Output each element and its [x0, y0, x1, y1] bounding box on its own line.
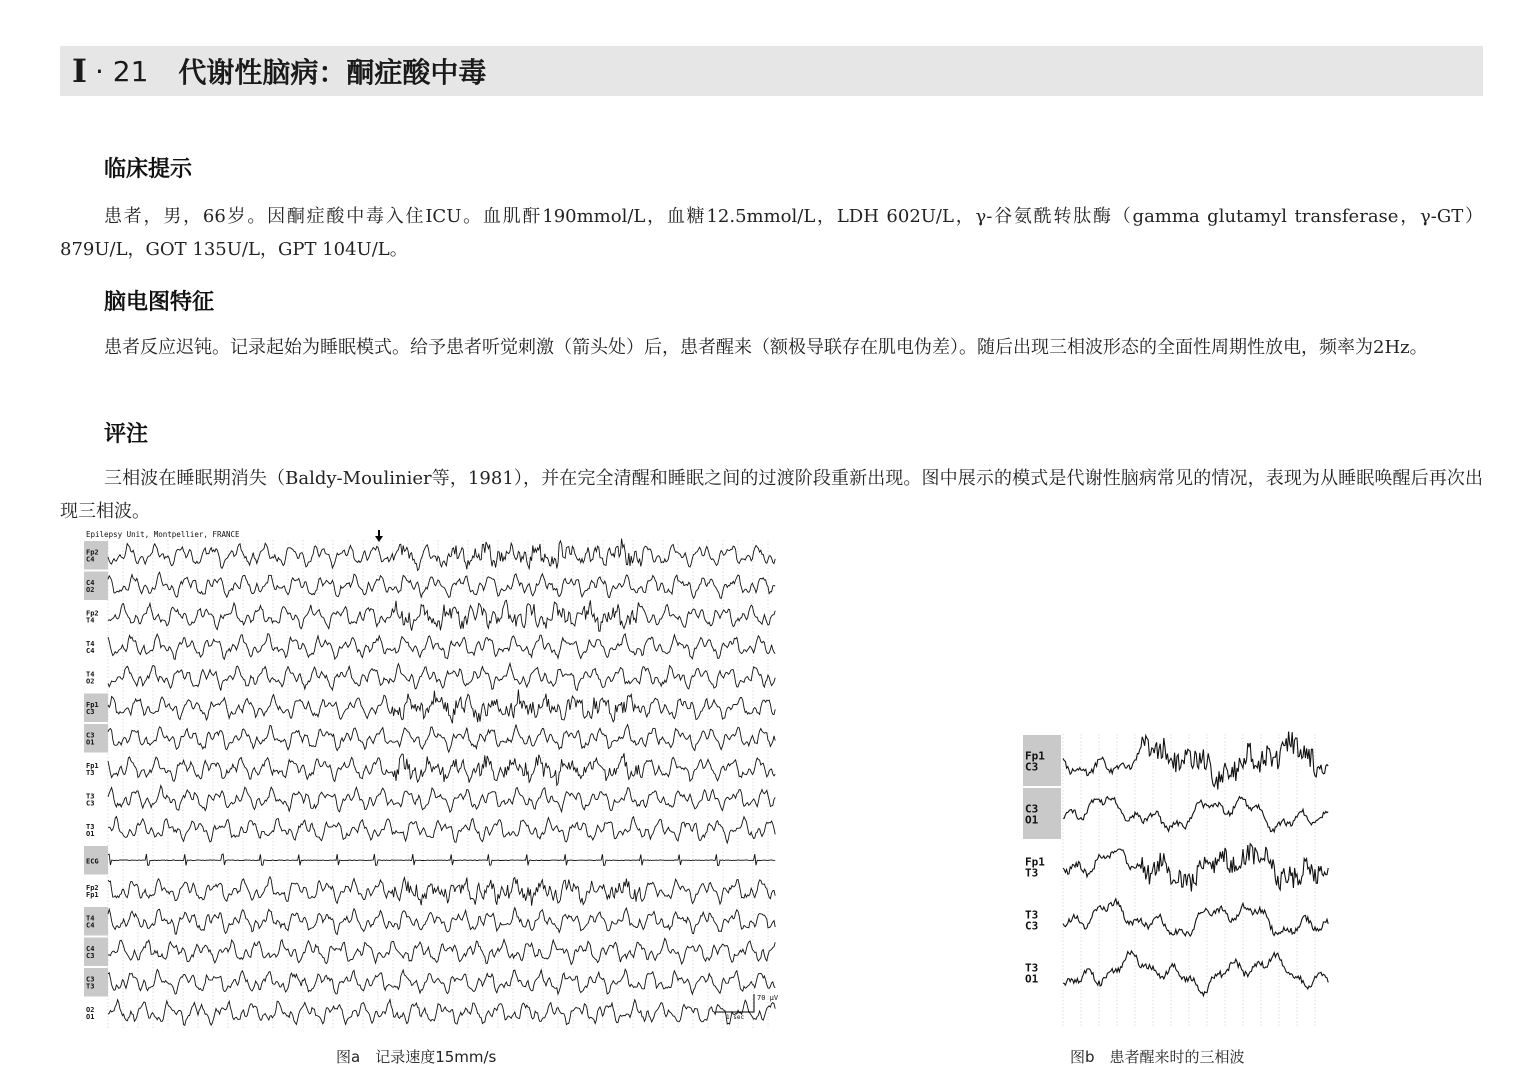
channel-label-top: T4: [86, 670, 95, 679]
channel-label-top: C3: [86, 731, 95, 740]
channel-label-top: T4: [86, 639, 95, 648]
channel-label-top: T3: [1025, 961, 1039, 975]
eeg-trace: [1063, 844, 1328, 892]
eeg-trace: [108, 572, 775, 598]
channel-label-bottom: C3: [86, 799, 95, 808]
chapter-title-bar: [60, 46, 1483, 96]
channel-label-bottom: T3: [86, 768, 95, 777]
channel-label-top: ECG: [86, 857, 99, 866]
channel-label-bottom: C4: [86, 646, 95, 655]
eeg-trace: [108, 725, 775, 753]
eeg-trace: [108, 634, 775, 660]
eeg-trace: [108, 786, 775, 813]
section-heading-clinical: 临床提示: [104, 157, 193, 182]
channel-label-top: Fp1: [86, 700, 99, 709]
chapter-title: 代谢性脑病：酮症酸中毒: [178, 56, 487, 89]
eeg-trace: [108, 1000, 775, 1026]
channel-label-bottom: T3: [86, 982, 95, 991]
channel-label-top: T4: [86, 914, 95, 923]
chapter-number: · 21: [94, 54, 149, 88]
eeg-trace: [108, 817, 775, 844]
eeg-trace: [108, 908, 775, 935]
channel-label-top: C4: [86, 578, 95, 587]
channel-label-top: Fp2: [86, 883, 99, 892]
channel-label-bottom: C4: [86, 921, 95, 930]
figure-a-scale-time: 1 sec: [726, 1014, 745, 1021]
eeg-trace: [1063, 951, 1328, 996]
channel-label-bottom: O1: [86, 1012, 95, 1021]
channel-label-bottom: O1: [1025, 813, 1039, 827]
eeg-trace: [108, 969, 775, 994]
section-heading-comment: 评注: [104, 422, 149, 447]
channel-label-bottom: T4: [86, 616, 95, 625]
eeg-trace: [108, 690, 775, 724]
section-heading-eeg: 脑电图特征: [104, 290, 215, 315]
channel-label-bottom: C3: [86, 707, 95, 716]
eeg-trace: [108, 753, 775, 785]
channel-label-top: C3: [1025, 802, 1039, 816]
channel-label-bottom: Fp1: [86, 890, 99, 899]
channel-label-top: C4: [86, 944, 95, 953]
figure-a-caption: 图a 记录速度15mm/s: [336, 1048, 497, 1066]
eeg-trace: [1063, 732, 1328, 790]
channel-label-top: O2: [86, 1005, 95, 1014]
eeg-trace: [108, 854, 775, 866]
figure-b-eeg: [1021, 722, 1333, 1030]
figure-a-arrow-marker: [375, 530, 383, 542]
eeg-trace: [108, 600, 775, 631]
figure-b-eeg-svg: [1021, 722, 1333, 1030]
eeg-trace: [108, 877, 775, 906]
section-text-eeg: 患者反应迟钝。记录起始为睡眠模式。给予患者听觉刺激（箭头处）后，患者醒来（额极导联存在肌电伪差）。随后出现三相波形态的全面性周期性放电，频率为2Hz。: [104, 337, 1428, 358]
channel-label-top: T3: [86, 792, 95, 801]
eeg-trace: [1063, 797, 1328, 832]
chapter-roman-numeral: I: [72, 52, 89, 90]
eeg-trace: [1063, 899, 1328, 936]
channel-label-bottom: O2: [86, 585, 95, 594]
channel-label-bottom: C4: [86, 555, 95, 564]
channel-label-bottom: O1: [1025, 972, 1039, 986]
eeg-trace: [108, 938, 775, 964]
section-text-clinical: 患者，男，66岁。因酮症酸中毒入住ICU。血肌酐190mmol/L，血糖12.5mmol/L，LDH 602U/L，γ-谷氨酰转肽酶（gamma glutamyl transferase，γ-GT）879U/L，GOT 135U/L，GPT 104U/L。: [60, 206, 1483, 260]
figure-b-caption: 图b 患者醒来时的三相波: [1070, 1048, 1245, 1066]
channel-label-top: Fp1: [1025, 749, 1045, 763]
eeg-trace: [108, 539, 775, 571]
eeg-trace: [108, 663, 775, 690]
channel-label-top: T3: [1025, 908, 1039, 922]
channel-label-bottom: O1: [86, 738, 95, 747]
channel-label-bottom: O2: [86, 677, 95, 686]
channel-label-bottom: C3: [1025, 760, 1039, 774]
figure-a-scale-amplitude: 70 μV: [757, 994, 779, 1002]
figure-a-eeg-svg: [82, 528, 780, 1030]
channel-label-bottom: C3: [86, 951, 95, 960]
channel-label-top: Fp2: [86, 548, 99, 557]
channel-label-top: Fp2: [86, 609, 99, 618]
channel-label-bottom: O1: [86, 829, 95, 838]
figure-a-eeg: [82, 528, 780, 1030]
channel-label-top: C3: [86, 975, 95, 984]
channel-label-top: T3: [86, 822, 95, 831]
section-text-comment: 三相波在睡眠期消失（Baldy-Moulinier等，1981），并在完全清醒和睡眠之间的过渡阶段重新出现。图中展示的模式是代谢性脑病常见的情况，表现为从睡眠唤醒后再次出现三相波。: [60, 468, 1483, 522]
channel-label-top: Fp1: [86, 761, 99, 770]
channel-label-top: Fp1: [1025, 855, 1045, 869]
channel-label-bottom: T3: [1025, 866, 1039, 880]
channel-label-bottom: C3: [1025, 919, 1039, 933]
figure-a-source-label: Epilepsy Unit, Montpellier, FRANCE: [86, 530, 240, 539]
